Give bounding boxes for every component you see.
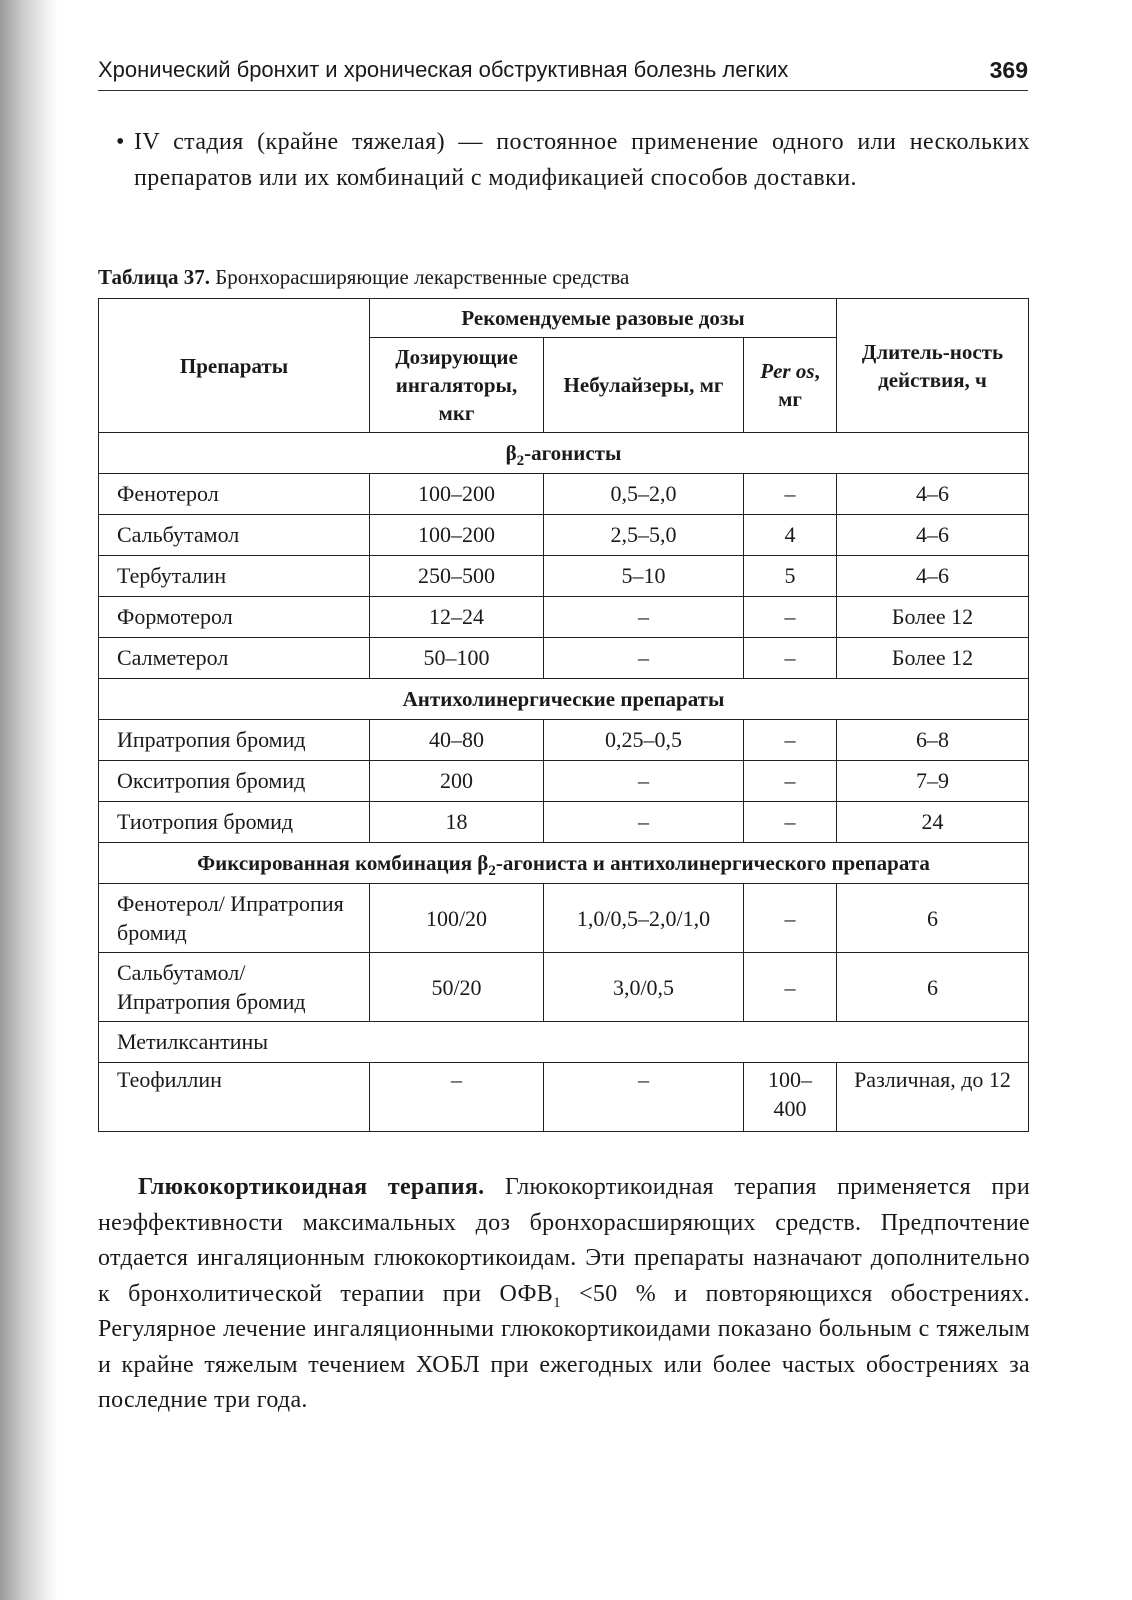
cell-nebulizer-dose: 1,0/0,5–2,0/1,0 [544,884,744,953]
cell-per-os-dose: – [744,884,837,953]
cell-drug-name: Сальбутамол/ Ипратропия бромид [99,953,370,1022]
section-title-text: Антихолинергические препараты [402,687,725,711]
cell-nebulizer-dose: – [544,1063,744,1132]
table-row [99,720,1029,761]
table-row [99,802,1029,843]
body-text-subscript: 1 [553,1294,561,1311]
page-number: 369 [989,57,1028,83]
cell-duration: Более 12 [837,597,1029,638]
cell-per-os-dose: – [744,474,837,515]
cell-inhaler-dose: – [370,1063,544,1132]
header-recommended-doses: Рекомендуемые разовые дозы [370,299,837,338]
section-title [99,1022,1029,1063]
section-title-text: -агониста и антихолинергического препарата [495,851,930,875]
cell-nebulizer-dose: 2,5–5,0 [544,515,744,556]
cell-duration: 7–9 [837,761,1029,802]
cell-inhaler-dose: 250–500 [370,556,544,597]
table-row [99,884,1029,953]
cell-duration: Различная, до 12 [837,1063,1029,1132]
cell-nebulizer-dose: – [544,761,744,802]
cell-per-os-dose: 100–400 [744,1063,837,1132]
table-row [99,597,1029,638]
cell-nebulizer-dose: – [544,802,744,843]
cell-drug-name: Окситропия бромид [99,761,370,802]
cell-per-os-dose: – [744,802,837,843]
table-row [99,953,1029,1022]
cell-nebulizer-dose: 3,0/0,5 [544,953,744,1022]
cell-inhaler-dose: 50–100 [370,638,544,679]
body-text-post: <50 % и повторяющихся обострениях. Регулярное лечение ингаляционными глюкокортикоидами показано больным с тяжелым и крайне тяжелым течением ХОБЛ при ежегодных или более частых обострениях за последние три года. [98,1280,1030,1413]
header-drugs: Препараты [99,299,370,433]
section-title-subscript: 2 [516,453,525,470]
table-row [99,1063,1029,1132]
section-row [99,1022,1029,1063]
header-nebulizers: Небулайзеры, мг [544,338,744,433]
header-per-os-italic: Per os [760,359,815,383]
bullet-text: IV стадия (крайне тяжелая) — постоянное применение одного или нескольких препаратов или их комбинаций с модификацией способов доставки. [134,129,1030,191]
cell-duration: 4–6 [837,556,1029,597]
cell-inhaler-dose: 12–24 [370,597,544,638]
cell-duration: Более 12 [837,638,1029,679]
table-row [99,556,1029,597]
body-lead: Глюкокортикоидная терапия. [138,1174,485,1200]
section-title-text: Фиксированная комбинация β [197,851,489,875]
cell-per-os-dose: – [744,597,837,638]
table-row [99,515,1029,556]
bullet-paragraph [116,124,1030,196]
cell-per-os-dose: – [744,953,837,1022]
section-title [99,843,1029,884]
cell-duration: 6 [837,953,1029,1022]
cell-per-os-dose: – [744,720,837,761]
cell-inhaler-dose: 40–80 [370,720,544,761]
cell-per-os-dose: 5 [744,556,837,597]
cell-duration: 24 [837,802,1029,843]
cell-drug-name: Салметерол [99,638,370,679]
cell-duration: 6–8 [837,720,1029,761]
section-title-text: -агонисты [524,441,622,465]
cell-inhaler-dose: 200 [370,761,544,802]
cell-nebulizer-dose: – [544,638,744,679]
table-caption [98,262,1028,292]
section-row [99,679,1029,720]
running-header [98,54,1028,91]
cell-drug-name: Тербуталин [99,556,370,597]
header-per-os-unit: , мг [778,359,820,411]
table-caption-text: Бронхорасширяющие лекарственные средства [209,265,630,289]
cell-drug-name: Формотерол [99,597,370,638]
body-text-pre: Глюкокортикоидная терапия применяется при неэффективности максимальных доз бронхорасширяющих средств. Предпочтение отдается ингаляционным глюкокортикоидам. Эти препараты назначают дополнительно к бронхолитической терапии при ОФВ [98,1174,1031,1307]
table-row [99,474,1029,515]
section-title-text: Метилксантины [117,1029,269,1054]
cell-nebulizer-dose: 0,25–0,5 [544,720,744,761]
header-duration: Длитель-ность действия, ч [837,299,1029,433]
cell-per-os-dose: – [744,638,837,679]
section-row [99,843,1029,884]
header-title: Хронический бронхит и хроническая обструктивная болезнь легких [98,57,789,82]
table-body [99,433,1029,1132]
cell-drug-name: Тиотропия бромид [99,802,370,843]
cell-inhaler-dose: 100/20 [370,884,544,953]
table-caption-label: Таблица 37. [98,265,210,289]
section-title [99,679,1029,720]
header-inhalers: Дозирующие ингаляторы, мкг [370,338,544,433]
table-row [99,761,1029,802]
cell-drug-name: Сальбутамол [99,515,370,556]
body-paragraph [98,1170,1030,1419]
cell-drug-name: Ипратропия бромид [99,720,370,761]
cell-inhaler-dose: 100–200 [370,515,544,556]
cell-duration: 4–6 [837,515,1029,556]
table-row [99,638,1029,679]
section-title-subscript: 2 [488,863,496,880]
cell-drug-name: Теофиллин [99,1063,370,1132]
cell-duration: 6 [837,884,1029,953]
cell-per-os-dose: 4 [744,515,837,556]
cell-drug-name: Фенотерол/ Ипратропия бромид [99,884,370,953]
cell-nebulizer-dose: 0,5–2,0 [544,474,744,515]
cell-nebulizer-dose: – [544,597,744,638]
cell-inhaler-dose: 100–200 [370,474,544,515]
bullet-marker: • [116,129,125,155]
section-row [99,433,1029,474]
cell-drug-name: Фенотерол [99,474,370,515]
cell-inhaler-dose: 50/20 [370,953,544,1022]
page-binding-shadow [0,0,58,1600]
header-per-os [744,338,837,433]
section-title [99,433,1029,474]
cell-nebulizer-dose: 5–10 [544,556,744,597]
cell-duration: 4–6 [837,474,1029,515]
drugs-table [98,298,1029,1132]
cell-inhaler-dose: 18 [370,802,544,843]
cell-per-os-dose: – [744,761,837,802]
section-title-text: β [505,441,517,465]
